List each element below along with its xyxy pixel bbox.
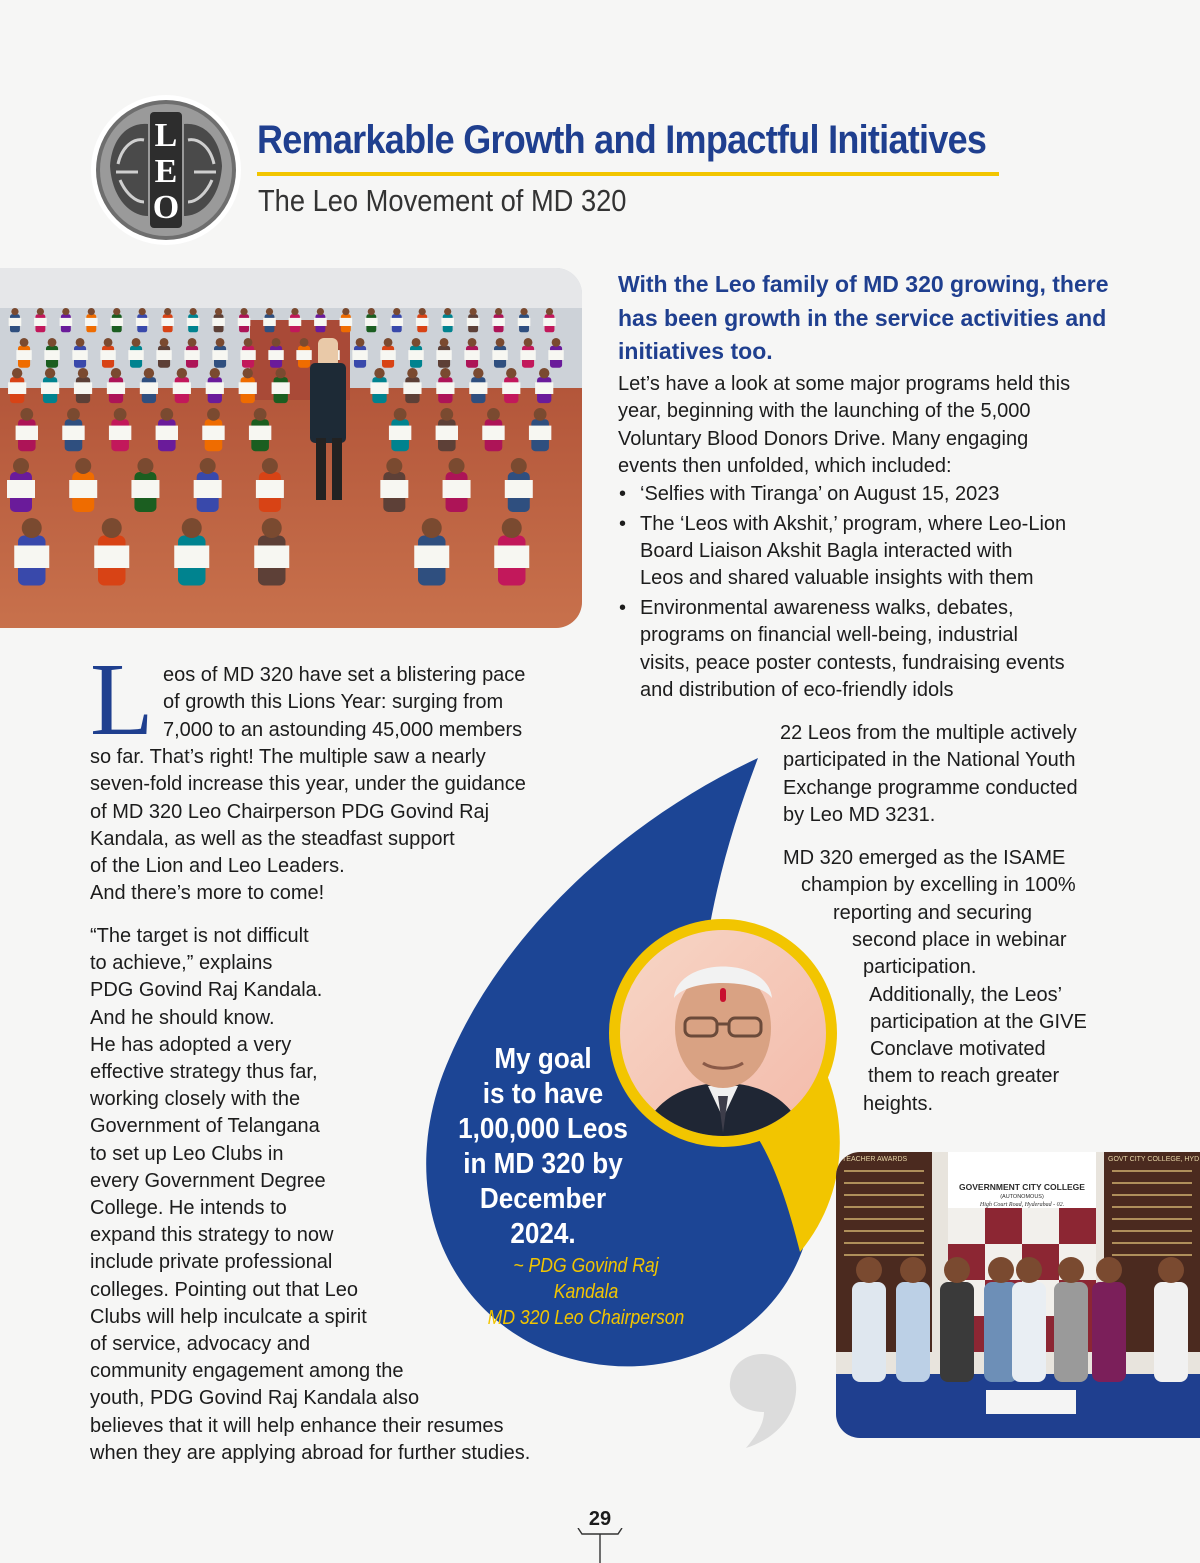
text-line: Kandala, as well as the steadfast support <box>90 828 455 850</box>
list-item <box>618 595 1138 704</box>
programs-list <box>618 481 1138 707</box>
text-line: effective strategy thus far, <box>90 1061 318 1083</box>
quote-line: December 2024. <box>479 1183 607 1250</box>
leo-logo <box>90 94 242 246</box>
text-line: include private professional <box>90 1251 333 1274</box>
logo-letter-e: E <box>154 153 178 190</box>
text-line: Exchange programme conducted <box>783 776 1078 799</box>
college-address: High Court Road, Hyderabad - 02. <box>979 1202 1065 1208</box>
text-line: of the Lion and Leo Leaders. <box>90 855 345 877</box>
board-left-heading: TEACHER AWARDS <box>842 1156 908 1163</box>
logo-letter-o: O <box>152 189 180 226</box>
text-line: participation at the GIVE <box>870 1011 1087 1033</box>
text-line: them to reach greater <box>868 1065 1060 1087</box>
text-line: 7,000 to an astounding 45,000 members <box>163 719 523 741</box>
text-line: so far. That’s right! The multiple saw a nearly <box>90 746 486 768</box>
text-line: events then unfolded, which included: <box>618 454 952 477</box>
text-line: second place in webinar <box>852 929 1067 951</box>
board-right-heading: GOVT CITY COLLEGE, HYD <box>1108 1156 1200 1163</box>
text-line: when they are applying abroad for further studies. <box>90 1441 531 1464</box>
drop-cap: L <box>90 642 154 757</box>
text-line: to achieve,” explains <box>90 952 273 975</box>
text-line: champion by excelling in 100% <box>801 874 1076 896</box>
text-line: working closely with the <box>90 1088 301 1111</box>
page-subtitle: The Leo Movement of MD 320 <box>258 183 627 218</box>
text-line: • Environmental awareness walks, debates, <box>640 597 1014 620</box>
text-line: year, beginning with the launching of the 5,000 <box>618 400 1031 423</box>
text-line: participation. <box>863 956 977 978</box>
text-line: • The ‘Leos with Akshit,’ program, where Leo-Lion <box>640 512 1067 535</box>
closing-comma-icon <box>726 1350 800 1450</box>
author-name: ~ PDG Govind Raj Kandala <box>513 1255 659 1303</box>
text-line: believes that it will help enhance their resumes <box>90 1414 504 1437</box>
government-college-group-photo <box>836 1152 1200 1438</box>
lead-paragraph: With the Leo family of MD 320 growing, there has been growth in the service activities and initiatives too. <box>618 271 1109 364</box>
opening-paragraph <box>90 662 570 912</box>
text-line: PDG Govind Raj Kandala. <box>90 979 323 1002</box>
text-line: to set up Leo Clubs in <box>90 1142 284 1165</box>
author-role: MD 320 Leo Chairperson <box>487 1307 685 1329</box>
text-line: He has adopted a very <box>90 1033 292 1056</box>
college-status: (AUTONOMOUS) <box>1000 1194 1044 1200</box>
text-line: of MD 320 Leo Chairperson PDG Govind Raj <box>90 801 490 823</box>
quote-line: in MD 320 by <box>463 1148 623 1180</box>
text-line: Let’s have a look at some major programs held this <box>618 373 1071 395</box>
text-line: And there’s more to come! <box>90 882 325 904</box>
text-line: youth, PDG Govind Raj Kandala also <box>90 1387 420 1410</box>
college-name: GOVERNMENT CITY COLLEGE <box>959 1182 1085 1192</box>
quote-line: My goal <box>494 1043 592 1075</box>
text-line: And he should know. <box>90 1006 275 1029</box>
text-line: and distribution of eco-friendly idols <box>640 679 954 702</box>
students-certificates-photo <box>0 268 582 628</box>
intro-paragraph <box>618 371 1138 480</box>
quote-line: is to have <box>482 1078 604 1110</box>
logo-letter-l: L <box>154 117 178 154</box>
text-line: eos of MD 320 have set a blistering pace <box>163 664 526 686</box>
text-line: 22 Leos from the multiple actively <box>780 722 1077 744</box>
text-line: seven-fold increase this year, under the guidance <box>90 773 526 795</box>
chairperson-portrait <box>608 918 838 1148</box>
text-line: College. He intends to <box>90 1197 287 1219</box>
text-line: community engagement among the <box>90 1360 404 1383</box>
text-line: every Government Degree <box>90 1169 326 1192</box>
text-line: by Leo MD 3231. <box>783 803 936 826</box>
list-item <box>618 511 1138 593</box>
strategy-paragraph <box>90 923 590 1473</box>
text-line: Government of Telangana <box>90 1115 320 1138</box>
text-line: • ‘Selfies with Tiranga’ on August 15, 2023 <box>640 483 1000 505</box>
text-line: “The target is not difficult <box>90 925 309 947</box>
page-number: 29 <box>588 1508 612 1530</box>
text-line: visits, peace poster contests, fundraising events <box>640 651 1065 674</box>
text-line: Board Liaison Akshit Bagla interacted with <box>640 540 1013 563</box>
text-line: MD 320 emerged as the ISAME <box>783 847 1066 869</box>
title-underline <box>257 172 999 176</box>
text-line: colleges. Pointing out that Leo <box>90 1278 358 1301</box>
text-line: heights. <box>863 1093 934 1115</box>
quote-line: 1,00,000 Leos <box>458 1113 628 1145</box>
text-line: participated in the National Youth <box>783 749 1076 772</box>
text-line: expand this strategy to now <box>90 1224 334 1247</box>
text-line: reporting and securing <box>833 902 1033 924</box>
text-line: Leos and shared valuable insights with them <box>640 567 1034 590</box>
text-line: Additionally, the Leos’ <box>869 984 1063 1006</box>
text-line: Clubs will help inculcate a spirit <box>90 1305 367 1328</box>
text-line: programs on financial well-being, industrial <box>640 624 1018 647</box>
text-line: Voluntary Blood Donors Drive. Many engaging <box>618 427 1029 450</box>
text-line: of growth this Lions Year: surging from <box>163 691 504 713</box>
list-item <box>618 481 1138 508</box>
page-title: Remarkable Growth and Impactful Initiatives <box>257 118 987 162</box>
text-line: Conclave motivated <box>870 1038 1046 1060</box>
footer-marker <box>572 1528 628 1563</box>
text-line: of service, advocacy and <box>90 1333 311 1355</box>
